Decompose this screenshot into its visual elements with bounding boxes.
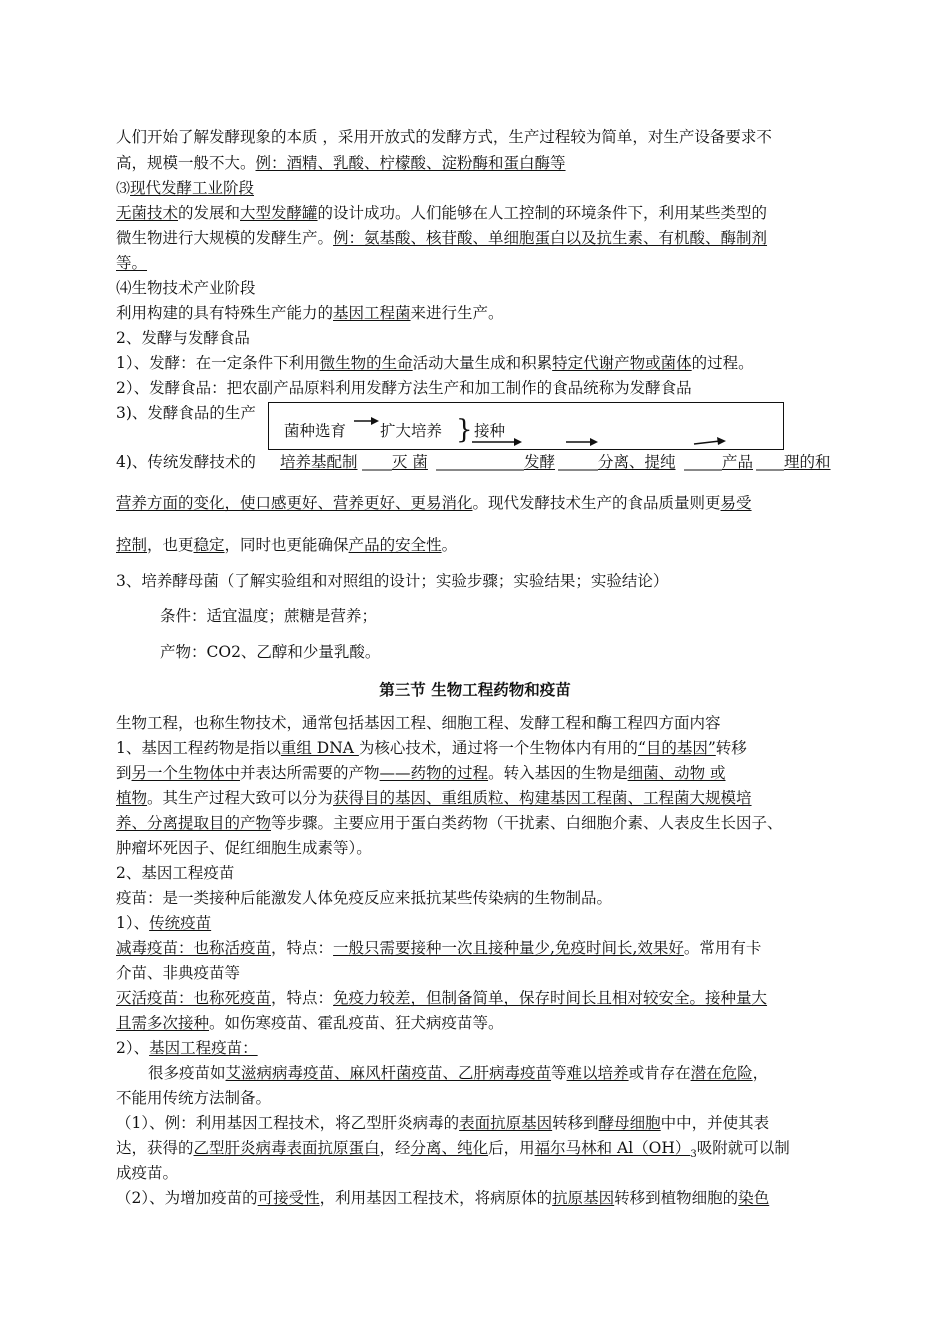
text-line: 1、基因工程药物是指以重组 DNA 为核心技术，通过将一个生物体内有用的“目的基因”转移 [116,739,747,757]
text-line: 微生物进行大规模的发酵生产。例：氨基酸、核苷酸、单细胞蛋白以及抗生素、有机酸、酶制剂 [116,229,768,247]
text-line: 减毒疫苗：也称活疫苗，特点：一般只需要接种一次且接种量少,免疫时间长,效果好。常用有卡 [116,939,762,957]
text-line: 2、发酵与发酵食品 [116,329,250,347]
text-line: 高，规模一般不大。例：酒精、乳酸、柠檬酸、淀粉酶和蛋白酶等 [116,154,566,172]
text-line: 人们开始了解发酵现象的本质 ，采用开放式的发酵方式，生产过程较为简单，对生产设备要求不 [116,128,772,146]
text-line: 2、基因工程疫苗 [116,864,235,882]
text-line: 4)、传统发酵技术的 [116,453,256,471]
text-line: ⑷生物技术产业阶段 [116,279,256,297]
text-line: 1）、传统疫苗 [116,914,212,932]
text-line: 3)、发酵食品的生产 [116,404,256,422]
flow-step-inoculation: 接种 [474,422,506,440]
arrow-right-icon [566,438,598,446]
text-line: ⑶现代发酵工业阶段 [116,179,255,197]
text-line: 灭活疫苗：也称死疫苗，特点：免疫力较差，但制备简单，保存时间长且相对较安全。接种量大 [116,989,768,1007]
brace-icon: } [456,415,473,445]
text-line: 生物工程，也称生物技术，通常包括基因工程、细胞工程、发酵工程和酶工程四方面内容 [116,714,721,732]
flow-step-sterilization: 灭 菌 [392,453,428,471]
arrow-right-icon [354,417,379,425]
text-line: 2）、基因工程疫苗： [116,1039,258,1057]
text-line: 2）、发酵食品：把农副产品原料利用发酵方法生产和加工制作的食品统称为发酵食品 [116,379,692,397]
text-line: 条件：适宜温度；蔗糖是营养； [160,607,378,625]
flow-step-separation-purification: 分离、提纯 [598,453,676,471]
text-line: 很多疫苗如艾滋病病毒疫苗、麻风杆菌疫苗、乙肝病毒疫苗等难以培养或肯存在潜在危险， [148,1064,769,1082]
text-line: 控制，也更稳定，同时也更能确保产品的安全性。 [116,536,458,554]
text-line: 利用构建的具有特殊生产能力的基因工程菌来进行生产。 [116,304,504,322]
arrow-right-icon [472,438,522,446]
text-line: 且需多次接种。如伤寒疫苗、霍乱疫苗、狂犬病疫苗等。 [116,1014,504,1032]
text-line: 达，获得的乙型肝炎病毒表面抗原蛋白，经分离、纯化后，用福尔马林和 $Al(OH)_3$吸附就可以制 [116,1139,790,1161]
text-line: 产物：CO2、乙醇和少量乳酸。 [160,643,381,661]
text-line: 不能用传统方法制备。 [116,1089,272,1107]
text-line: （1）、例：利用基因工程技术，将乙型肝炎病毒的表面抗原基因转移到酵母细胞中中，并使其表 [116,1114,770,1132]
arrow-right-icon [694,437,726,445]
text-line: 1）、发酵：在一定条件下利用微生物的生命活动大量生成和积累特定代谢产物或菌体的过程。 [116,354,754,372]
text-line: 成疫苗。 [116,1164,179,1182]
text-line: 3、培养酵母菌（了解实验组和对照组的设计；实验步骤；实验结果；实验结论） [116,572,669,590]
text-line: 肿瘤坏死因子、促红细胞生成素等）。 [116,839,372,857]
text-line: 营养方面的变化，使口感更好、营养更好、更易消化。现代发酵技术生产的食品质量则更易受 [116,494,752,512]
text-line: 植物。其生产过程大致可以分为获得目的基因、重组质粒、构建基因工程菌、工程菌大规模培 [116,789,752,807]
text-line: （2）、为增加疫苗的可接受性，利用基因工程技术，将病原体的抗原基因转移到植物细胞的染色 [116,1189,770,1207]
text-line: 介苗、非典疫苗等 [116,964,241,982]
flow-step-scale-up-culture: 扩大培养 [380,422,443,440]
flow-step-fermentation: 发酵 [524,453,556,471]
flow-step-medium-preparation: 培养基配制 [280,453,358,471]
text-line: 理的和 [784,453,831,471]
text-line: 到另一个生物体中并表达所需要的产物——药物的过程。转入基因的生物是细菌、动物 或 [116,764,726,782]
text-line: 等。 [116,254,148,272]
text-line: 疫苗：是一类接种后能激发人体免疫反应来抵抗某些传染病的生物制品。 [116,889,613,907]
flow-step-strain-selection: 菌种选育 [284,422,347,440]
section-heading: 第三节 生物工程药物和疫苗 [379,680,571,699]
text-line: 养、分离提取目的产物等步骤。主要应用于蛋白类药物（干扰素、白细胞介素、人表皮生长因子、 [116,814,783,832]
flow-step-product: 产品 [722,453,754,471]
text-line: 无菌技术的发展和大型发酵罐的设计成功。人们能够在人工控制的环境条件下，利用某些类型的 [116,204,768,222]
